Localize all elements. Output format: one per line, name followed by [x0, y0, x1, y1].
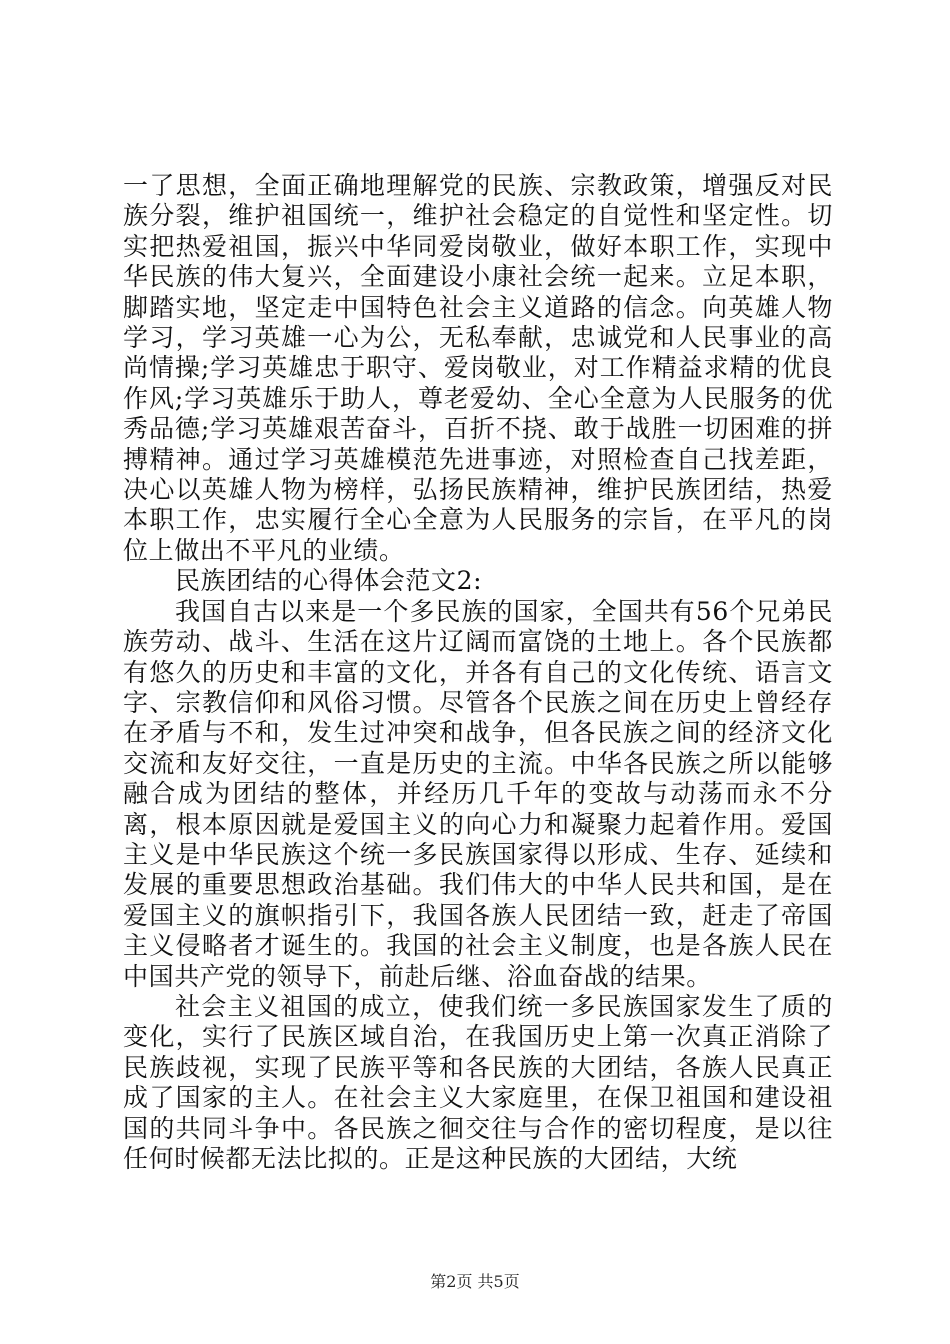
paragraph-1: 一了思想，全面正确地理解党的民族、宗教政策，增强反对民族分裂，维护祖国统一，维护社会稳定的自觉性和坚定性。切实把热爱祖国，振兴中华同爱岗敬业，做好本职工作，实现中华民族的伟大复兴，全面建设小康社会统一起来。立足本职，脚踏实地，坚定走中国特色社会主义道路的信念。向英雄人物学习，学习英雄一心为公，无私奉献，忠诚党和人民事业的高尚情操;学习英雄忠于职守、爱岗敬业，对工作精益求精的优良作风;学习英雄乐于助人，尊老爱幼、全心全意为人民服务的优秀品德;学习英雄艰苦奋斗，百折不挠、敢于战胜一切困难的拼搏精神。通过学习英雄模范先进事迹，对照检查自己找差距，决心以英雄人物为榜样，弘扬民族精神，维护民族团结，热爱本职工作，忠实履行全心全意为人民服务的宗旨，在平凡的岗位上做出不平凡的业绩。: [123, 171, 833, 565]
paragraph-4: 社会主义祖国的成立，使我们统一多民族国家发生了质的变化，实行了民族区域自治，在我国历史上第一次真正消除了民族歧视，实现了民族平等和各民族的大团结，各族人民真正成了国家的主人。在社会主义大家庭里，在保卫祖国和建设祖国的共同斗争中。各民族之徊交往与合作的密切程度，是以往任何时候都无法比拟的。正是这种民族的大团结，大统: [123, 991, 833, 1173]
page-footer: 第2页 共5页: [430, 1272, 520, 1291]
section-heading-example-2: 民族团结的心得体会范文2:: [175, 566, 483, 596]
document-body: [123, 171, 833, 1174]
paragraph-3: 我国自古以来是一个多民族的国家，全国共有56个兄弟民族劳动、战斗、生活在这片辽阔而富饶的土地上。各个民族都有悠久的历史和丰富的文化，并各有自己的文化传统、语言文字、宗教信仰和风俗习惯。尽管各个民族之间在历史上曾经存在矛盾与不和，发生过冲突和战争，但各民族之间的经济文化交流和友好交往，一直是历史的主流。中华各民族之所以能够融合成为团结的整体，并经历几千年的变故与动荡而永不分离，根本原因就是爱国主义的向心力和凝聚力起着作用。爱国主义是中华民族这个统一多民族国家得以形成、生存、延续和发展的重要思想政治基础。我们伟大的中华人民共和国，是在爱国主义的旗帜指引下，我国各族人民团结一致，赶走了帝国主义侵略者才诞生的。我国的社会主义制度，也是各族人民在中国共产党的领导下，前赴后继、浴血奋战的结果。: [123, 596, 833, 991]
